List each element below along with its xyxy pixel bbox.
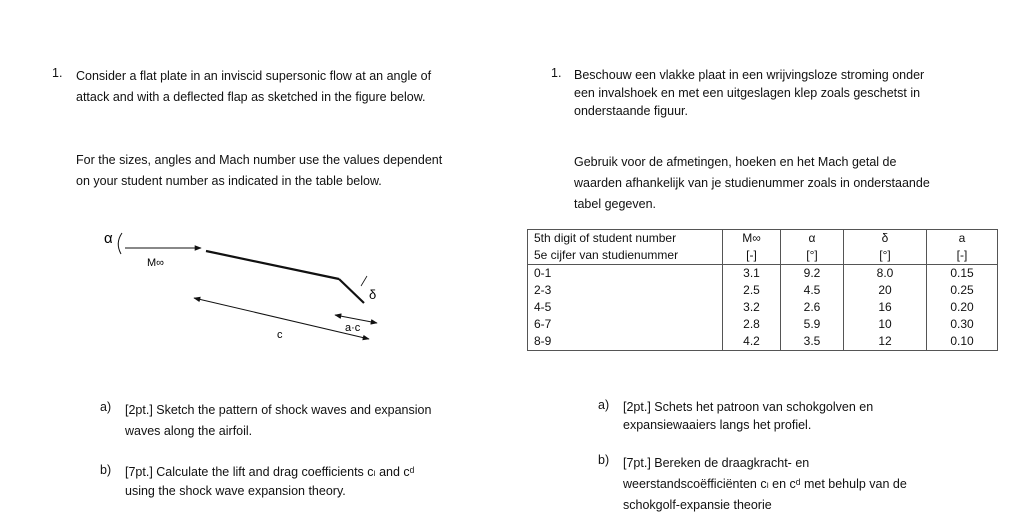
- part-a-label-nl: a): [598, 398, 610, 412]
- table-cell: 0.20: [927, 299, 998, 316]
- table-cell: 0.15: [927, 265, 998, 283]
- question-number-en: 1.: [52, 66, 63, 80]
- delta-label: δ: [369, 287, 377, 302]
- part-b-en: [125, 463, 414, 501]
- header-digit-nl: 5e cijfer van studienummer: [534, 248, 679, 262]
- table-cell: 4-5: [528, 299, 723, 316]
- table-cell: 4.5: [781, 282, 844, 299]
- table-cell: 2.5: [723, 282, 781, 299]
- part-a-nl-line1: [2pt.] Schets het patroon van schokgolven en: [623, 400, 874, 414]
- table-cell: 10: [844, 316, 927, 333]
- chord-label: c: [277, 329, 283, 341]
- mach-label: M∞: [147, 257, 165, 269]
- alpha-label: α: [104, 230, 113, 247]
- table-row: [528, 333, 998, 351]
- part-a-en-line1: [2pt.] Sketch the pattern of shock waves and expansion: [125, 403, 432, 417]
- intro-en-line1: Consider a flat plate in an inviscid supersonic flow at an angle of: [76, 69, 432, 83]
- table-cell: 0.30: [927, 316, 998, 333]
- header-mach-cell: [723, 230, 781, 265]
- header-digit-cell: [528, 230, 723, 265]
- part-a-nl-line2: expansiewaaiers langs het profiel.: [623, 418, 812, 432]
- table-cell: 9.2: [781, 265, 844, 283]
- table-row: [528, 316, 998, 333]
- intro-en: [76, 66, 431, 108]
- part-b-nl: [623, 453, 907, 516]
- part-a-en: [125, 400, 431, 442]
- intro-nl: [574, 66, 924, 120]
- values-en-line1: For the sizes, angles and Mach number use the values dependent: [76, 153, 443, 167]
- table-cell: 2.8: [723, 316, 781, 333]
- part-a-en-line2: waves along the airfoil.: [125, 424, 253, 438]
- table-cell: 12: [844, 333, 927, 351]
- part-b-label-en: b): [100, 463, 112, 477]
- table-cell: 20: [844, 282, 927, 299]
- table-cell: 8-9: [528, 333, 723, 351]
- table-cell: 0-1: [528, 265, 723, 283]
- student-values-table: [527, 229, 998, 351]
- delta-reference-line: [361, 276, 367, 286]
- plate-line: [206, 251, 339, 279]
- header-alpha-unit: [°]: [806, 248, 818, 262]
- part-b-label-nl: b): [598, 453, 610, 467]
- values-instruction-nl: [574, 152, 930, 215]
- table-row: [528, 299, 998, 316]
- flap-length-label: a·c: [345, 322, 361, 334]
- table-cell: 2-3: [528, 282, 723, 299]
- header-alpha-cell: [781, 230, 844, 265]
- table-header-row: [528, 230, 998, 265]
- header-a-cell: [927, 230, 998, 265]
- table-cell: 4.2: [723, 333, 781, 351]
- table-cell: 16: [844, 299, 927, 316]
- header-delta-unit: [°]: [879, 248, 891, 262]
- part-a-label-en: a): [100, 400, 112, 414]
- table-cell: 5.9: [781, 316, 844, 333]
- header-a: a: [958, 231, 966, 245]
- question-number-nl: 1.: [551, 66, 562, 80]
- header-digit-en: 5th digit of student number: [534, 231, 677, 245]
- header-alpha: α: [808, 231, 816, 245]
- header-mach-unit: [-]: [746, 248, 757, 262]
- intro-nl-line2: een invalshoek en met een uitgeslagen klep zoals geschetst in: [574, 86, 921, 100]
- table-cell: 3.2: [723, 299, 781, 316]
- part-b-en-line1: [7pt.] Calculate the lift and drag coefficients cₗ and cᵈ: [125, 465, 415, 479]
- part-b-nl-line2: weerstandscoëfficiënten cₗ en cᵈ met behulp van de: [623, 477, 907, 491]
- part-b-en-line2: using the shock wave expansion theory.: [125, 484, 346, 498]
- part-b-nl-line3: schokgolf-expansie theorie: [623, 498, 772, 512]
- table-cell: 3.1: [723, 265, 781, 283]
- header-mach: M∞: [742, 231, 761, 245]
- header-delta: δ: [881, 231, 889, 245]
- values-nl-line1: Gebruik voor de afmetingen, hoeken en het Mach getal de: [574, 155, 897, 169]
- part-b-nl-line1: [7pt.] Bereken de draagkracht- en: [623, 456, 810, 470]
- header-delta-cell: [844, 230, 927, 265]
- header-a-unit: [-]: [956, 248, 968, 262]
- flap-plate-figure: [95, 225, 395, 350]
- intro-nl-line3: onderstaande figuur.: [574, 104, 688, 118]
- intro-nl-line1: Beschouw een vlakke plaat in een wrijvingsloze stroming onder: [574, 68, 925, 82]
- table-row: [528, 265, 998, 283]
- table-cell: 8.0: [844, 265, 927, 283]
- flap-line: [339, 279, 364, 303]
- values-en-line2: on your student number as indicated in the table below.: [76, 174, 382, 188]
- table-row: [528, 282, 998, 299]
- table-cell: 3.5: [781, 333, 844, 351]
- table-cell: 6-7: [528, 316, 723, 333]
- part-a-nl: [623, 398, 873, 434]
- values-nl-line2: waarden afhankelijk van je studienummer zoals in onderstaande: [574, 176, 930, 190]
- table-cell: 0.10: [927, 333, 998, 351]
- values-instruction-en: [76, 150, 442, 192]
- table-cell: 2.6: [781, 299, 844, 316]
- intro-en-line2: attack and with a deflected flap as sketched in the figure below.: [76, 90, 426, 104]
- table-cell: 0.25: [927, 282, 998, 299]
- alpha-arc: [118, 233, 122, 254]
- values-nl-line3: tabel gegeven.: [574, 197, 657, 211]
